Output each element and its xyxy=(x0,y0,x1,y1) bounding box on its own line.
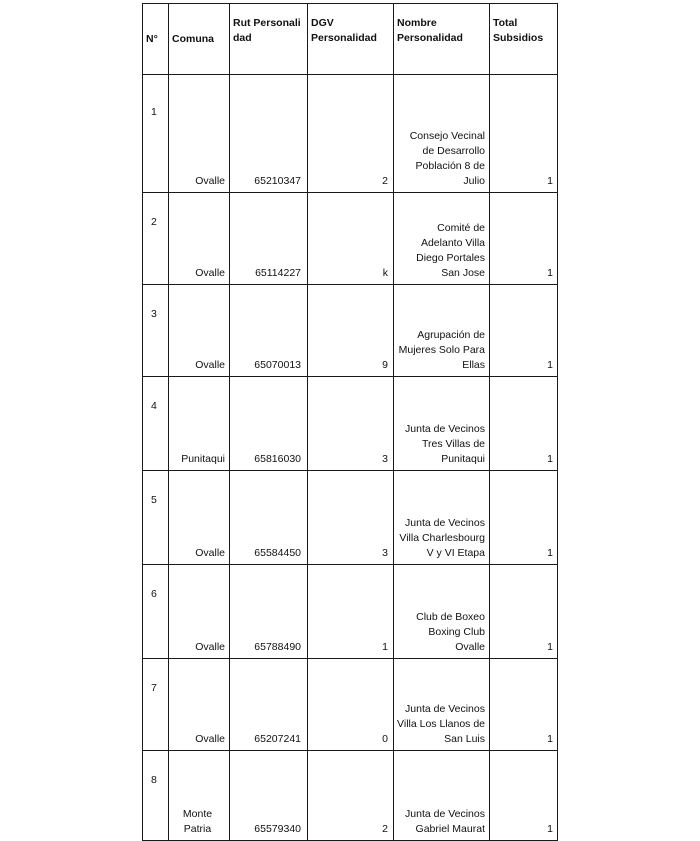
cell-nombre: Agrupación de Mujeres Solo Para Ellas xyxy=(394,285,490,377)
cell-dgv: 0 xyxy=(308,659,394,751)
header-row xyxy=(143,4,558,75)
cell-nombre: Club de Boxeo Boxing Club Ovalle xyxy=(394,565,490,659)
table-row xyxy=(143,193,558,285)
cell-nombre: Junta de Vecinos Villa Los Llanos de San Luis xyxy=(394,659,490,751)
cell-dgv: 3 xyxy=(308,471,394,565)
table-row xyxy=(143,75,558,193)
cell-dgv: 1 xyxy=(308,565,394,659)
header-comuna: Comuna xyxy=(169,4,230,75)
cell-total: 1 xyxy=(490,377,558,471)
cell-n: 5 xyxy=(143,471,169,565)
cell-nombre: Comité de Adelanto Villa Diego Portales San Jose xyxy=(394,193,490,285)
cell-n: 4 xyxy=(143,377,169,471)
cell-rut: 65584450 xyxy=(230,471,308,565)
header-n: N° xyxy=(143,4,169,75)
cell-nombre: Junta de Vecinos Gabriel Maurat xyxy=(394,751,490,841)
cell-total: 1 xyxy=(490,565,558,659)
cell-total: 1 xyxy=(490,193,558,285)
table-row xyxy=(143,285,558,377)
table-row xyxy=(143,565,558,659)
header-total: Total Subsidios xyxy=(490,4,558,75)
header-rut: Rut Personalidad xyxy=(230,4,308,75)
table-row xyxy=(143,659,558,751)
cell-total: 1 xyxy=(490,471,558,565)
cell-rut: 65816030 xyxy=(230,377,308,471)
cell-comuna: Ovalle xyxy=(169,75,230,193)
cell-rut: 65207241 xyxy=(230,659,308,751)
cell-nombre: Consejo Vecinal de Desarrollo Población 8 de Julio xyxy=(394,75,490,193)
cell-rut: 65070013 xyxy=(230,285,308,377)
cell-rut: 65114227 xyxy=(230,193,308,285)
cell-nombre: Junta de Vecinos Tres Villas de Punitaqui xyxy=(394,377,490,471)
cell-n: 6 xyxy=(143,565,169,659)
cell-dgv: 2 xyxy=(308,75,394,193)
cell-comuna: Ovalle xyxy=(169,471,230,565)
cell-n: 3 xyxy=(143,285,169,377)
table-row xyxy=(143,377,558,471)
cell-n: 7 xyxy=(143,659,169,751)
cell-comuna: Ovalle xyxy=(169,565,230,659)
cell-n: 2 xyxy=(143,193,169,285)
cell-total: 1 xyxy=(490,659,558,751)
cell-comuna: Ovalle xyxy=(169,659,230,751)
cell-total: 1 xyxy=(490,75,558,193)
table-header xyxy=(143,4,558,75)
cell-n: 1 xyxy=(143,75,169,193)
cell-dgv: 9 xyxy=(308,285,394,377)
cell-comuna: Punitaqui xyxy=(169,377,230,471)
cell-comuna: Monte Patria xyxy=(169,751,230,841)
header-nombre: Nombre Personalidad xyxy=(394,4,490,75)
cell-total: 1 xyxy=(490,751,558,841)
cell-n: 8 xyxy=(143,751,169,841)
cell-comuna: Ovalle xyxy=(169,193,230,285)
table-row xyxy=(143,751,558,841)
table-row xyxy=(143,471,558,565)
header-dgv: DGV Personalidad xyxy=(308,4,394,75)
table-body xyxy=(143,75,558,841)
cell-dgv: 3 xyxy=(308,377,394,471)
cell-rut: 65788490 xyxy=(230,565,308,659)
cell-rut: 65579340 xyxy=(230,751,308,841)
cell-comuna: Ovalle xyxy=(169,285,230,377)
cell-nombre: Junta de Vecinos Villa Charlesbourg V y VI Etapa xyxy=(394,471,490,565)
subsidies-table xyxy=(142,3,558,841)
cell-dgv: k xyxy=(308,193,394,285)
cell-total: 1 xyxy=(490,285,558,377)
cell-rut: 65210347 xyxy=(230,75,308,193)
cell-dgv: 2 xyxy=(308,751,394,841)
